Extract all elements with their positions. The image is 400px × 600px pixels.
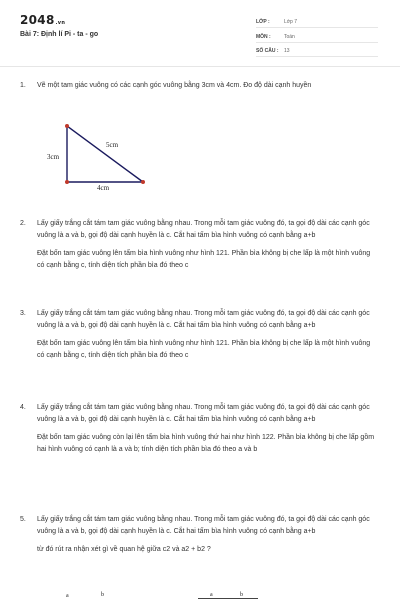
question-number: 3. (20, 310, 26, 317)
figure-label: b (101, 592, 104, 598)
meta-row-subject (256, 31, 378, 43)
question-number: 5. (20, 516, 26, 523)
meta-key: SỐ CÂU : (256, 48, 279, 54)
question-subtext: Đặt bốn tam giác vuông lên tấm bìa hình vuông như hình 121. Phần bìa không bị che lấp là một hình vuông có cạnh bằng c, tính diện tích phần bìa đó theo c (37, 250, 371, 269)
question-text: Lấy giấy trắng cắt tám tam giác vuông bằng nhau. Trong mỗi tam giác vuông đó, ta gọi độ dài các cạnh góc vuông là a và b, gọi độ dài cạnh huyền là c. Cắt hai tấm bìa hình vuông có cạnh bằng a+b (37, 310, 370, 329)
question-text: Lấy giấy trắng cắt tám tam giác vuông bằng nhau. Trong mỗi tam giác vuông đó, ta gọi độ dài các cạnh góc vuông là a và b, gọi độ dài cạnh huyền là c. Cắt hai tấm bìa hình vuông có cạnh bằng a+b (37, 220, 370, 239)
label-vertical-leg: 3cm (47, 153, 60, 161)
question-subtext: Đặt bốn tam giác vuông lên tấm bìa hình vuông như hình 121. Phần bìa không bị che lấp là một hình vuông có cạnh bằng c, tính diện tích phần bìa đó theo c (37, 340, 371, 359)
meta-key: LỚP : (256, 19, 270, 25)
question-number: 4. (20, 404, 26, 411)
header-divider (0, 66, 400, 67)
question-text: Lấy giấy trắng cắt tám tam giác vuông bằng nhau. Trong mỗi tam giác vuông đó, ta gọi độ dài các cạnh góc vuông là a và b, gọi độ dài cạnh huyền là c. Cắt hai tấm bìa hình vuông có cạnh bằng a+b (37, 404, 370, 423)
figure-label: b (240, 592, 243, 598)
lesson-title: Bài 7: Định lí Pi - ta - go (20, 31, 99, 38)
question-number: 1. (20, 82, 26, 89)
figure-label: a (66, 593, 69, 599)
logo-text: 2048 (20, 13, 55, 27)
question-text: Vẽ một tam giác vuông có các cạnh góc vuông bằng 3cm và 4cm. Đo độ dài cạnh huyền (37, 82, 312, 89)
label-hypotenuse: 5cm (106, 141, 119, 149)
figure-edge (198, 598, 258, 599)
question-text: Lấy giấy trắng cắt tám tam giác vuông bằng nhau. Trong mỗi tam giác vuông đó, ta gọi độ dài các cạnh góc vuông là a và b, gọi độ dài cạnh huyền là c. Cắt hai tấm bìa hình vuông có cạnh bằng a+b (37, 516, 370, 535)
meta-row-class (256, 16, 378, 28)
question-subtext: Đặt bốn tam giác vuông còn lại lên tấm bìa hình vuông thứ hai như hình 122. Phần bìa không bị che lấp gồm hai hình vuông có cạnh là a và b; tính diện tích phần bìa đó theo a và b (37, 434, 375, 453)
vertex-right-angle (65, 180, 69, 184)
logo-suffix: .vn (55, 20, 66, 26)
meta-value: Lớp 7 (284, 19, 298, 25)
site-logo[interactable] (20, 13, 65, 27)
vertex-right (141, 180, 145, 184)
question-number: 2. (20, 220, 26, 227)
figure-label: a (210, 592, 213, 598)
meta-value: Toán (284, 34, 295, 40)
meta-value: 13 (284, 48, 290, 54)
figure-cropped (0, 588, 400, 600)
hypotenuse (67, 126, 143, 182)
meta-key: MÔN : (256, 34, 271, 40)
vertex-top (65, 124, 69, 128)
meta-row-count (256, 45, 378, 57)
label-horizontal-leg: 4cm (97, 184, 110, 192)
question-subtext: từ đó rút ra nhận xét gì về quan hệ giữa c2 và a2 + b2 ? (37, 546, 211, 553)
